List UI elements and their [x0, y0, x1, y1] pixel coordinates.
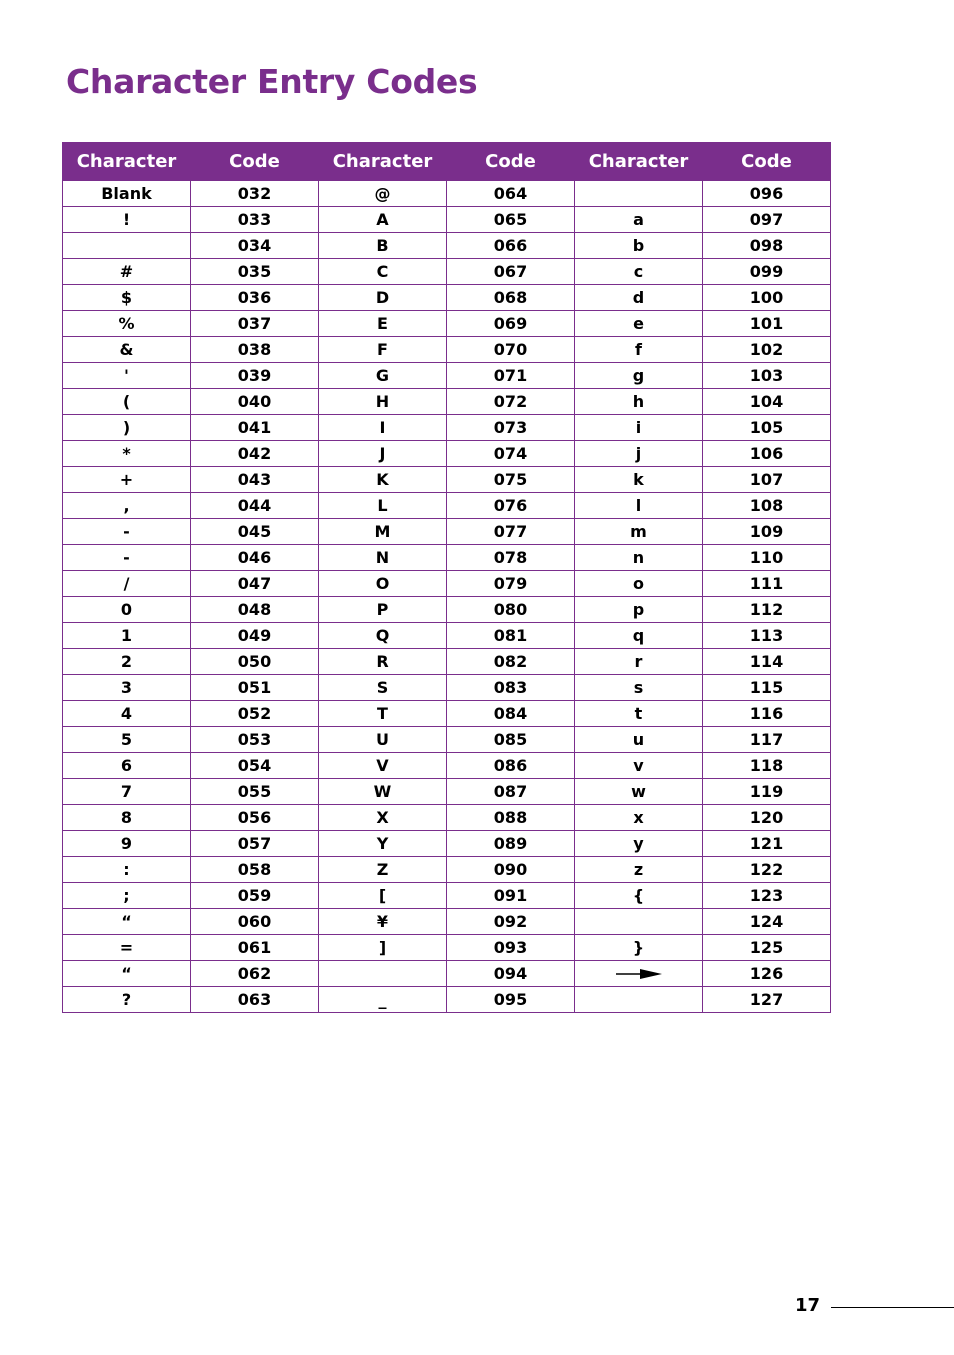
- code-cell: 040: [191, 389, 319, 415]
- page-title: Character Entry Codes: [66, 62, 478, 101]
- character-cell: d: [575, 285, 703, 311]
- character-cell: 6: [63, 753, 191, 779]
- code-cell: 068: [447, 285, 575, 311]
- table-row: [63, 753, 831, 779]
- code-cell: 045: [191, 519, 319, 545]
- code-cell: 095: [447, 987, 575, 1013]
- table-row: [63, 831, 831, 857]
- code-cell: 074: [447, 441, 575, 467]
- code-cell: 034: [191, 233, 319, 259]
- character-cell: “: [63, 961, 191, 987]
- code-cell: 109: [703, 519, 831, 545]
- character-cell: 2: [63, 649, 191, 675]
- character-cell: M: [319, 519, 447, 545]
- code-cell: 046: [191, 545, 319, 571]
- character-cell: (: [63, 389, 191, 415]
- code-cell: 112: [703, 597, 831, 623]
- character-cell: v: [575, 753, 703, 779]
- character-cell: r: [575, 649, 703, 675]
- code-cell: 061: [191, 935, 319, 961]
- code-cell: 063: [191, 987, 319, 1013]
- table-row: [63, 857, 831, 883]
- character-cell: Z: [319, 857, 447, 883]
- character-cell: F: [319, 337, 447, 363]
- character-cell: T: [319, 701, 447, 727]
- table-row: [63, 337, 831, 363]
- character-cell: ]: [319, 935, 447, 961]
- character-cell: [319, 961, 447, 987]
- table-row: [63, 623, 831, 649]
- character-cell: x: [575, 805, 703, 831]
- character-cell: c: [575, 259, 703, 285]
- code-cell: 064: [447, 181, 575, 207]
- character-cell: 1: [63, 623, 191, 649]
- table-row: [63, 519, 831, 545]
- character-cell: w: [575, 779, 703, 805]
- character-cell: i: [575, 415, 703, 441]
- character-cell: k: [575, 467, 703, 493]
- code-cell: 078: [447, 545, 575, 571]
- character-cell: &: [63, 337, 191, 363]
- table-header-row: [63, 143, 831, 181]
- character-cell: I: [319, 415, 447, 441]
- header-code: Code: [703, 143, 831, 181]
- character-cell: {: [575, 883, 703, 909]
- character-cell: j: [575, 441, 703, 467]
- character-cell: [575, 987, 703, 1013]
- code-cell: 058: [191, 857, 319, 883]
- code-cell: 111: [703, 571, 831, 597]
- code-cell: 038: [191, 337, 319, 363]
- code-cell: 120: [703, 805, 831, 831]
- table-row: [63, 805, 831, 831]
- header-character: Character: [575, 143, 703, 181]
- code-cell: 054: [191, 753, 319, 779]
- table-row: [63, 259, 831, 285]
- code-cell: 118: [703, 753, 831, 779]
- code-cell: 124: [703, 909, 831, 935]
- code-cell: 059: [191, 883, 319, 909]
- code-cell: 099: [703, 259, 831, 285]
- code-cell: 043: [191, 467, 319, 493]
- code-cell: 093: [447, 935, 575, 961]
- code-cell: 083: [447, 675, 575, 701]
- code-cell: 070: [447, 337, 575, 363]
- code-cell: 044: [191, 493, 319, 519]
- code-cell: 037: [191, 311, 319, 337]
- code-cell: 042: [191, 441, 319, 467]
- code-cell: 049: [191, 623, 319, 649]
- code-cell: 033: [191, 207, 319, 233]
- code-cell: 121: [703, 831, 831, 857]
- table-row: [63, 207, 831, 233]
- character-cell: Blank: [63, 181, 191, 207]
- code-cell: 096: [703, 181, 831, 207]
- character-cell: q: [575, 623, 703, 649]
- character-cell: B: [319, 233, 447, 259]
- table-row: [63, 961, 831, 987]
- code-cell: 051: [191, 675, 319, 701]
- table-row: [63, 649, 831, 675]
- code-cell: 041: [191, 415, 319, 441]
- code-cell: 065: [447, 207, 575, 233]
- code-cell: 088: [447, 805, 575, 831]
- code-cell: 057: [191, 831, 319, 857]
- code-cell: 085: [447, 727, 575, 753]
- code-cell: 080: [447, 597, 575, 623]
- character-cell: +: [63, 467, 191, 493]
- character-cell: #: [63, 259, 191, 285]
- table-row: [63, 311, 831, 337]
- code-cell: 032: [191, 181, 319, 207]
- header-code: Code: [447, 143, 575, 181]
- code-cell: 076: [447, 493, 575, 519]
- character-cell: 9: [63, 831, 191, 857]
- code-cell: 071: [447, 363, 575, 389]
- header-code: Code: [191, 143, 319, 181]
- code-cell: 067: [447, 259, 575, 285]
- code-cell: 098: [703, 233, 831, 259]
- character-cell: A: [319, 207, 447, 233]
- table-row: [63, 571, 831, 597]
- code-cell: 117: [703, 727, 831, 753]
- header-character: Character: [63, 143, 191, 181]
- character-cell: z: [575, 857, 703, 883]
- character-cell: -: [63, 545, 191, 571]
- character-cell: l: [575, 493, 703, 519]
- table-row: [63, 675, 831, 701]
- code-cell: 105: [703, 415, 831, 441]
- character-cell: [575, 181, 703, 207]
- code-cell: 104: [703, 389, 831, 415]
- character-cell: p: [575, 597, 703, 623]
- table-row: [63, 389, 831, 415]
- table-row: [63, 597, 831, 623]
- code-cell: 122: [703, 857, 831, 883]
- code-cell: 052: [191, 701, 319, 727]
- character-cell: /: [63, 571, 191, 597]
- code-cell: 077: [447, 519, 575, 545]
- code-cell: 072: [447, 389, 575, 415]
- character-cell: 7: [63, 779, 191, 805]
- character-cell: 0: [63, 597, 191, 623]
- table-row: [63, 363, 831, 389]
- character-cell: 3: [63, 675, 191, 701]
- character-cell: E: [319, 311, 447, 337]
- code-cell: 103: [703, 363, 831, 389]
- character-cell: n: [575, 545, 703, 571]
- code-cell: 047: [191, 571, 319, 597]
- character-cell: H: [319, 389, 447, 415]
- character-cell: [63, 233, 191, 259]
- code-cell: 106: [703, 441, 831, 467]
- character-cell: K: [319, 467, 447, 493]
- code-cell: 119: [703, 779, 831, 805]
- page-number: 17: [794, 1295, 820, 1316]
- code-cell: 101: [703, 311, 831, 337]
- character-cell: U: [319, 727, 447, 753]
- right-arrow-icon: [616, 968, 662, 980]
- character-cell: W: [319, 779, 447, 805]
- character-cell: e: [575, 311, 703, 337]
- code-cell: 102: [703, 337, 831, 363]
- table-row: [63, 467, 831, 493]
- table-row: [63, 909, 831, 935]
- table-row: [63, 779, 831, 805]
- code-cell: 127: [703, 987, 831, 1013]
- character-cell: m: [575, 519, 703, 545]
- character-cell: =: [63, 935, 191, 961]
- code-cell: 048: [191, 597, 319, 623]
- character-cell: o: [575, 571, 703, 597]
- code-cell: 050: [191, 649, 319, 675]
- code-cell: 100: [703, 285, 831, 311]
- character-cell: u: [575, 727, 703, 753]
- character-cell: L: [319, 493, 447, 519]
- character-cell: C: [319, 259, 447, 285]
- code-cell: 110: [703, 545, 831, 571]
- character-cell: ,: [63, 493, 191, 519]
- character-cell: s: [575, 675, 703, 701]
- character-cell: [: [319, 883, 447, 909]
- character-cell: S: [319, 675, 447, 701]
- character-code-table: [62, 142, 831, 1013]
- character-cell: !: [63, 207, 191, 233]
- character-cell: f: [575, 337, 703, 363]
- character-cell: }: [575, 935, 703, 961]
- code-cell: 126: [703, 961, 831, 987]
- character-cell: O: [319, 571, 447, 597]
- character-cell: b: [575, 233, 703, 259]
- character-cell: h: [575, 389, 703, 415]
- code-cell: 097: [703, 207, 831, 233]
- code-cell: 091: [447, 883, 575, 909]
- code-cell: 055: [191, 779, 319, 805]
- code-cell: 081: [447, 623, 575, 649]
- table-row: [63, 935, 831, 961]
- character-cell: y: [575, 831, 703, 857]
- character-cell: ¥: [319, 909, 447, 935]
- code-cell: 092: [447, 909, 575, 935]
- character-cell: %: [63, 311, 191, 337]
- code-cell: 053: [191, 727, 319, 753]
- code-cell: 082: [447, 649, 575, 675]
- code-cell: 056: [191, 805, 319, 831]
- character-cell: “: [63, 909, 191, 935]
- code-cell: 094: [447, 961, 575, 987]
- character-cell: 8: [63, 805, 191, 831]
- character-cell: 4: [63, 701, 191, 727]
- code-cell: 114: [703, 649, 831, 675]
- code-cell: 073: [447, 415, 575, 441]
- character-cell-arrow: [575, 961, 703, 987]
- character-cell: G: [319, 363, 447, 389]
- character-cell: *: [63, 441, 191, 467]
- character-cell: $: [63, 285, 191, 311]
- character-cell: ): [63, 415, 191, 441]
- character-cell: _: [319, 987, 447, 1013]
- character-cell: Q: [319, 623, 447, 649]
- character-cell: 5: [63, 727, 191, 753]
- code-cell: 036: [191, 285, 319, 311]
- character-cell: J: [319, 441, 447, 467]
- code-cell: 079: [447, 571, 575, 597]
- table-row: [63, 493, 831, 519]
- character-cell: ': [63, 363, 191, 389]
- code-cell: 115: [703, 675, 831, 701]
- character-cell: :: [63, 857, 191, 883]
- character-cell: Y: [319, 831, 447, 857]
- character-cell: g: [575, 363, 703, 389]
- code-cell: 125: [703, 935, 831, 961]
- character-cell: V: [319, 753, 447, 779]
- table-row: [63, 441, 831, 467]
- table-row: [63, 987, 831, 1013]
- table-row: [63, 545, 831, 571]
- code-cell: 108: [703, 493, 831, 519]
- character-cell: ?: [63, 987, 191, 1013]
- character-cell: t: [575, 701, 703, 727]
- code-cell: 084: [447, 701, 575, 727]
- code-cell: 039: [191, 363, 319, 389]
- code-cell: 090: [447, 857, 575, 883]
- code-cell: 107: [703, 467, 831, 493]
- code-cell: 089: [447, 831, 575, 857]
- table-row: [63, 233, 831, 259]
- code-cell: 062: [191, 961, 319, 987]
- table-row: [63, 285, 831, 311]
- page-number-rule: [831, 1307, 954, 1308]
- code-cell: 116: [703, 701, 831, 727]
- header-character: Character: [319, 143, 447, 181]
- code-cell: 087: [447, 779, 575, 805]
- table-row: [63, 727, 831, 753]
- table-row: [63, 883, 831, 909]
- table-row: [63, 181, 831, 207]
- character-cell: -: [63, 519, 191, 545]
- code-cell: 075: [447, 467, 575, 493]
- character-cell: a: [575, 207, 703, 233]
- character-cell: X: [319, 805, 447, 831]
- character-cell: [575, 909, 703, 935]
- character-cell: ;: [63, 883, 191, 909]
- character-cell: @: [319, 181, 447, 207]
- character-cell: N: [319, 545, 447, 571]
- table-row: [63, 701, 831, 727]
- code-cell: 069: [447, 311, 575, 337]
- code-cell: 086: [447, 753, 575, 779]
- code-cell: 123: [703, 883, 831, 909]
- character-cell: D: [319, 285, 447, 311]
- code-cell: 060: [191, 909, 319, 935]
- code-cell: 035: [191, 259, 319, 285]
- table-row: [63, 415, 831, 441]
- code-cell: 113: [703, 623, 831, 649]
- code-cell: 066: [447, 233, 575, 259]
- character-cell: R: [319, 649, 447, 675]
- character-cell: P: [319, 597, 447, 623]
